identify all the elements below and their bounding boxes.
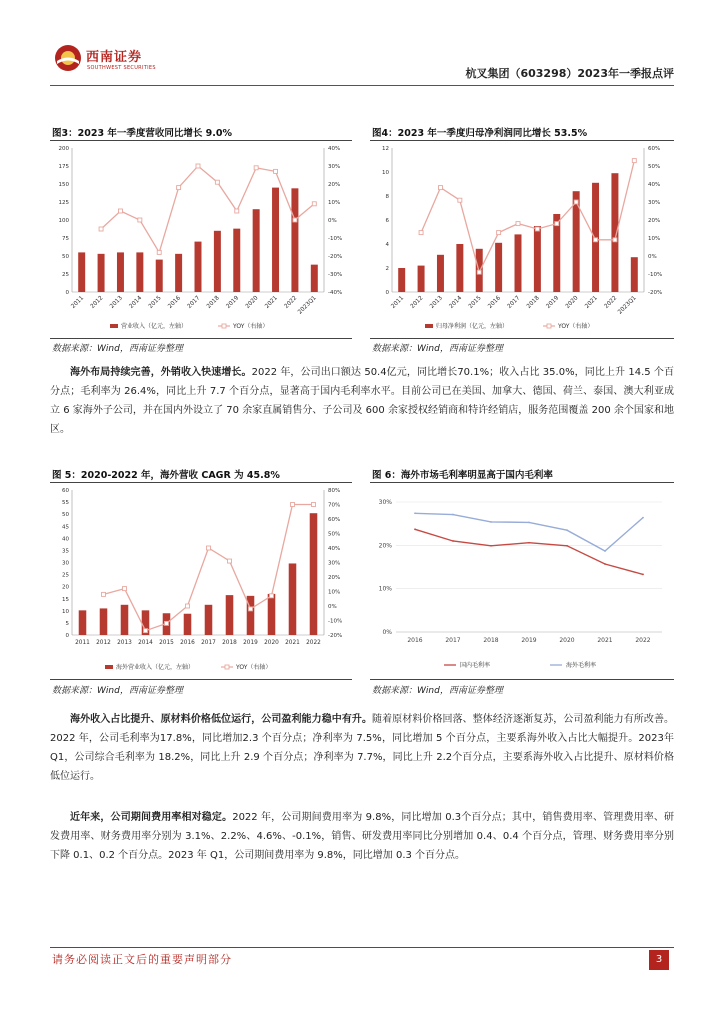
x-tick-label: 2020	[264, 640, 279, 646]
line-point	[414, 512, 416, 514]
line-point	[566, 545, 568, 547]
bar	[98, 254, 105, 292]
y-tick-label-left: 0	[65, 290, 69, 296]
fig3-rule	[50, 140, 352, 141]
x-tick-label: 2016	[167, 295, 183, 310]
yoy-point	[535, 227, 539, 231]
bar	[117, 252, 124, 292]
fig6-chart	[370, 484, 674, 678]
x-tick-label: 2019	[521, 637, 537, 644]
y-tick-label-left: 30	[62, 560, 69, 567]
y-tick-label-right: -30%	[328, 272, 343, 278]
yoy-point	[177, 186, 181, 190]
y-tick-label-left: 45	[62, 524, 69, 531]
y-tick-label-left: 10	[62, 608, 69, 615]
fig3-chart	[50, 142, 352, 337]
bar	[272, 188, 279, 292]
footer-disclaimer: 请务必阅读正文后的重要声明部分	[52, 953, 232, 966]
yoy-point	[235, 209, 239, 213]
x-tick-label: 2013	[109, 295, 124, 310]
x-tick-label: 2011	[70, 295, 86, 310]
y-tick-label-right: 0%	[328, 218, 337, 224]
bar	[456, 244, 463, 292]
paragraph-overseas-layout	[50, 363, 674, 439]
y-tick-label-right: -40%	[328, 290, 343, 296]
y-tick-label-left: 25	[62, 572, 69, 579]
bar	[398, 268, 405, 292]
bar	[195, 242, 202, 292]
fig5-chart	[50, 484, 352, 678]
y-tick-label-left: 10	[382, 170, 389, 176]
paragraph-lead: 近年来，公司期间费用率相对稳定。	[70, 812, 233, 823]
bar	[78, 252, 85, 292]
x-tick-label: 2013	[117, 640, 132, 646]
line-point	[642, 573, 644, 575]
y-tick-label-right: 40%	[328, 546, 341, 552]
bar	[121, 605, 129, 635]
y-tick-label-left: 125	[58, 200, 69, 206]
bar	[136, 252, 143, 292]
bar	[184, 614, 192, 635]
bar	[437, 255, 444, 292]
x-tick-label: 2011	[75, 640, 90, 646]
bar	[631, 257, 638, 292]
y-tick-label-left: 0	[65, 633, 69, 639]
line-point	[642, 517, 644, 519]
fig4-title: 图4：2023 年一季度归母净利润同比增长 53.5%	[372, 128, 588, 139]
x-tick-label: 2012	[409, 295, 425, 310]
yoy-point	[138, 218, 142, 222]
line-point	[604, 550, 606, 552]
yoy-point	[497, 231, 501, 235]
page-number: 3	[649, 950, 669, 970]
yoy-point	[293, 218, 297, 222]
x-tick-label: 2012	[89, 295, 105, 310]
legend-label: 海外营业收入（亿元，左轴）	[116, 664, 195, 671]
bar	[310, 513, 318, 635]
report-title: 杭叉集团（603298）2023年一季报点评	[465, 67, 674, 80]
legend-bar-swatch	[110, 324, 118, 328]
y-tick-label-left: 100	[58, 218, 69, 224]
page-header	[50, 40, 674, 85]
bar	[79, 610, 87, 635]
yoy-point	[215, 180, 219, 184]
y-tick-label-right: 60%	[328, 517, 341, 523]
bar	[418, 266, 425, 292]
y-tick-label-right: 50%	[328, 531, 341, 538]
fig6-title: 图 6：海外市场毛利率明显高于国内毛利率	[372, 470, 553, 481]
bar	[495, 243, 502, 292]
x-tick-label: 2022	[603, 295, 619, 310]
fig3-bottom-rule	[50, 338, 352, 339]
legend-label: YOY（右轴）	[236, 664, 272, 671]
bar	[226, 595, 234, 635]
legend-label: YOY（右轴）	[233, 323, 269, 330]
x-tick-label: 2021	[597, 637, 613, 644]
yoy-point	[254, 166, 258, 170]
paragraph-body: 2022 年，公司期间费用率为 9.8%，同比增加 0.3个百分点；其中，销售费用率、管理费用率、研发费用率、财务费用率分别为 3.1%、2.2%、4.6%、-0.1%，销售、研发费用率同比分别增加 0.4、0.4 个百分点，管理、财务费用率分别下降 0.1、0.2 个百分点。2023 年 Q1，公司期间费用率为 9.8%，同比增加 0.3 个百分点。	[50, 812, 674, 861]
y-tick-label-left: 20	[62, 584, 69, 591]
x-tick-label: 2019	[243, 640, 258, 646]
y-tick-label-right: 50%	[648, 164, 661, 170]
y-tick-label-left: 55	[62, 500, 69, 507]
legend-label: 海外毛利率	[566, 662, 597, 669]
x-tick-label: 2017	[506, 295, 522, 310]
yoy-point	[312, 202, 316, 206]
y-tick-label-left: 40	[62, 536, 69, 543]
x-tick-label: 2019	[225, 295, 241, 310]
y-tick-label-left: 4	[385, 242, 389, 248]
yoy-point	[99, 227, 103, 231]
y-tick-label-left: 50	[62, 512, 69, 519]
yoy-point	[102, 592, 106, 596]
legend-line-marker	[225, 665, 229, 669]
y-tick-label-right: -10%	[328, 236, 343, 242]
yoy-point	[312, 503, 316, 507]
fig3-source: 数据来源：Wind，西南证券整理	[52, 344, 183, 354]
bar	[253, 209, 260, 292]
x-tick-label: 2018	[206, 295, 221, 310]
y-tick-label-left: 5	[65, 620, 69, 627]
x-tick-label: 2015	[159, 640, 174, 646]
x-tick-label: 2015	[467, 295, 483, 310]
paragraph-profitability	[50, 710, 674, 786]
x-tick-label: 2020	[244, 295, 260, 310]
y-tick-label-left: 2	[385, 266, 389, 272]
y-tick-label: 10%	[378, 585, 392, 593]
x-tick-label: 2017	[201, 640, 216, 646]
legend-line-marker	[222, 324, 226, 328]
x-tick-label: 2019	[545, 295, 561, 310]
yoy-line	[101, 166, 314, 252]
y-tick-label-right: 20%	[328, 182, 341, 188]
y-tick-label-right: 70%	[328, 502, 341, 509]
yoy-point	[123, 587, 127, 591]
y-tick-label-right: 30%	[648, 200, 661, 206]
y-tick-label-right: 80%	[328, 488, 341, 494]
x-tick-label: 2016	[487, 295, 503, 310]
bar	[534, 226, 541, 292]
x-tick-label: 2022	[635, 637, 651, 644]
paragraph-body: 随着原材料价格回落、整体经济逐渐复苏，公司盈利能力有所改善。2022 年，公司毛利率为17.8%，同比增加2.3 个百分点；净利率为 7.5%，同比增加 5 个百分点，主要系海外收入占比大幅提升。2023年 Q1，公司综合毛利率为 18.2%，同比上升 2.9 个百分点；净利率为 7.7%，同比上升 2.2个百分点，主要系海外收入占比提升、原材料价格低位运行。	[50, 714, 675, 782]
fig5-bottom-rule	[50, 679, 352, 680]
y-tick-label-right: 20%	[648, 218, 661, 224]
yoy-point	[196, 164, 200, 168]
y-tick-label-right: 60%	[648, 146, 661, 152]
y-tick-label-right: 40%	[328, 146, 341, 152]
fig6-rule	[370, 482, 674, 483]
x-tick-label: 2011	[390, 295, 406, 310]
y-tick-label-left: 175	[58, 164, 69, 170]
y-tick-label-left: 60	[62, 488, 69, 494]
x-tick-label: 2016	[180, 640, 195, 646]
yoy-point	[477, 270, 481, 274]
yoy-point	[249, 607, 253, 611]
x-tick-label: 2014	[138, 640, 153, 646]
x-tick-label: 2022	[283, 295, 299, 310]
y-tick-label-right: -20%	[328, 254, 343, 260]
bar	[156, 260, 163, 292]
line-point	[452, 514, 454, 516]
paragraph-body: 2022 年，公司出口额达 50.4亿元，同比增长70.1%；收入占比 35.0%，同比上升 14.5 个百分点；毛利率为 26.4%，同比上升 7.7 个百分点，显著高于国内毛利率水平。目前公司已在美国、加拿大、德国、荷兰、泰国、澳大利亚成立 6 家海外子公司，并在国内外设立了 70 余家直属销售分、子公司及 600 余家授权经销商和特许经销店，服务范围覆盖 200 余个国家和地区。	[50, 367, 674, 435]
yoy-point	[594, 238, 598, 242]
y-tick-label-right: 30%	[328, 560, 341, 567]
domestic-margin-line	[415, 529, 643, 574]
legend-line-marker	[547, 324, 551, 328]
y-tick-label-right: 10%	[328, 200, 341, 206]
yoy-point	[574, 200, 578, 204]
yoy-point	[207, 546, 211, 550]
yoy-point	[516, 222, 520, 226]
bar	[233, 229, 240, 292]
paragraph-expense-ratio	[50, 808, 674, 865]
y-tick-label-left: 8	[385, 194, 389, 200]
y-tick-label-right: 20%	[328, 575, 341, 581]
x-tick-label: 2014	[128, 295, 144, 310]
bar	[214, 231, 221, 292]
y-tick-label-right: 10%	[648, 236, 661, 242]
y-tick-label-right: -20%	[328, 633, 343, 639]
yoy-point	[144, 629, 148, 633]
yoy-point	[632, 159, 636, 163]
line-point	[414, 528, 416, 530]
x-tick-label: 2023Q1	[297, 295, 318, 316]
line-point	[452, 540, 454, 542]
y-tick-label-right: 40%	[648, 182, 661, 188]
yoy-point	[118, 209, 122, 213]
x-tick-label: 2016	[407, 637, 423, 644]
y-tick-label-right: -20%	[648, 290, 663, 296]
header-divider	[50, 85, 674, 86]
y-tick-label: 30%	[378, 499, 392, 506]
x-tick-label: 2018	[483, 637, 499, 644]
line-point	[566, 529, 568, 531]
line-point	[528, 542, 530, 544]
x-tick-label: 2023Q1	[617, 295, 638, 316]
x-tick-label: 2018	[222, 640, 237, 646]
legend-bar-swatch	[105, 665, 113, 669]
yoy-point	[274, 169, 278, 173]
bar	[611, 173, 618, 292]
x-tick-label: 2022	[306, 640, 321, 646]
legend-label: 营业收入（亿元，左轴）	[121, 323, 188, 330]
y-tick-label-left: 15	[62, 596, 69, 603]
bar	[515, 234, 522, 292]
paragraph-lead: 海外布局持续完善，外销收入快速增长。	[70, 367, 252, 378]
yoy-line	[421, 161, 634, 273]
yoy-point	[291, 503, 295, 507]
x-tick-label: 2017	[186, 295, 202, 310]
y-tick-label-right: 30%	[328, 164, 341, 170]
bar	[311, 265, 318, 292]
line-point	[604, 563, 606, 565]
y-tick-label-left: 35	[62, 548, 69, 555]
yoy-point	[270, 594, 274, 598]
legend-bar-swatch	[425, 324, 433, 328]
fig6-source: 数据来源：Wind，西南证券整理	[372, 686, 503, 696]
yoy-point	[458, 198, 462, 202]
y-tick-label-left: 150	[58, 182, 69, 188]
x-tick-label: 2014	[448, 295, 464, 310]
bar	[268, 594, 276, 635]
fig4-bottom-rule	[370, 338, 674, 339]
x-tick-label: 2020	[564, 295, 580, 310]
line-point	[528, 521, 530, 523]
x-tick-label: 2018	[526, 295, 541, 310]
fig5-source: 数据来源：Wind，西南证券整理	[52, 686, 183, 696]
x-tick-label: 2021	[285, 640, 300, 646]
y-tick-label: 0%	[382, 629, 392, 636]
y-tick-label-left: 25	[62, 272, 69, 278]
fig5-rule	[50, 482, 352, 483]
yoy-point	[438, 186, 442, 190]
x-tick-label: 2012	[96, 640, 111, 646]
bar	[291, 188, 298, 292]
y-tick-label-right: 10%	[328, 589, 341, 596]
y-tick-label-left: 6	[385, 218, 389, 224]
legend-label: 归母净利润（亿元，左轴）	[436, 323, 509, 330]
yoy-point	[165, 621, 169, 625]
footer-divider	[50, 947, 674, 948]
logo-name-en: SOUTHWEST SECURITIES	[87, 65, 156, 71]
yoy-point	[555, 222, 559, 226]
logo-name-cn: 西南证券	[86, 50, 143, 65]
x-tick-label: 2015	[147, 295, 163, 310]
y-tick-label-left: 50	[62, 254, 69, 260]
x-tick-label: 2021	[584, 295, 599, 310]
yoy-point	[419, 231, 423, 235]
fig4-rule	[370, 140, 674, 141]
y-tick-label-left: 75	[62, 236, 69, 242]
company-logo-icon	[54, 44, 82, 72]
y-tick-label-right: 0%	[648, 254, 657, 260]
bar	[205, 605, 213, 635]
yoy-point	[157, 250, 161, 254]
legend-label: YOY（右轴）	[558, 323, 594, 330]
x-tick-label: 2013	[429, 295, 444, 310]
bar	[289, 563, 297, 635]
yoy-point	[228, 559, 232, 563]
y-tick-label-right: -10%	[648, 272, 663, 278]
y-tick-label-left: 200	[58, 146, 69, 152]
bar	[100, 608, 108, 635]
y-tick-label-left: 0	[385, 290, 389, 296]
y-tick-label-left: 12	[382, 146, 389, 152]
fig4-chart	[370, 142, 674, 337]
fig6-bottom-rule	[370, 679, 674, 680]
legend-label: 国内毛利率	[460, 662, 491, 669]
fig3-title: 图3：2023 年一季度营收同比增长 9.0%	[52, 128, 233, 139]
y-tick-label-right: -10%	[328, 618, 343, 625]
x-tick-label: 2017	[445, 637, 461, 644]
paragraph-lead: 海外收入占比提升、原材料价格低位运行，公司盈利能力稳中有升。	[70, 714, 373, 725]
yoy-point	[613, 238, 617, 242]
x-tick-label: 2020	[559, 637, 575, 644]
x-tick-label: 2021	[264, 295, 279, 310]
line-point	[490, 521, 492, 523]
y-tick-label: 20%	[378, 542, 392, 550]
line-point	[490, 545, 492, 547]
bar	[175, 254, 182, 292]
y-tick-label-right: 0%	[328, 604, 337, 610]
fig4-source: 数据来源：Wind，西南证券整理	[372, 344, 503, 354]
yoy-point	[186, 604, 190, 608]
fig5-title: 图 5：2020-2022 年，海外营收 CAGR 为 45.8%	[52, 470, 280, 481]
